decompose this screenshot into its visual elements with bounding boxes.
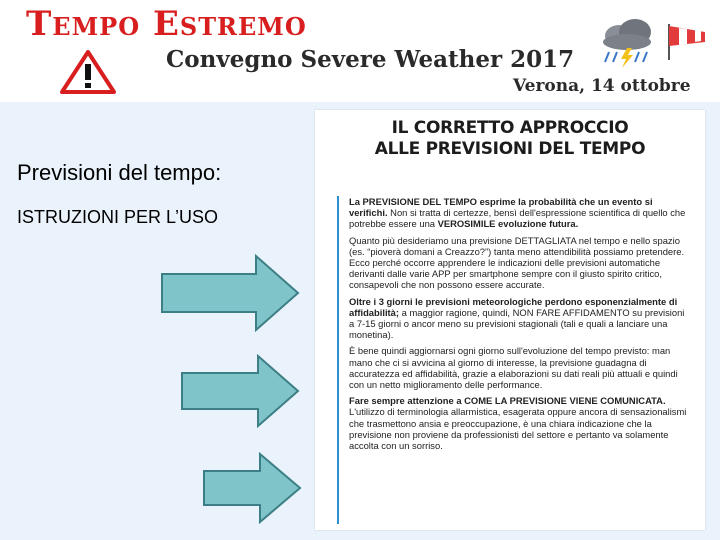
article-p1-bold-2: VEROSIMILE evoluzione futura. [437, 218, 579, 230]
article-paragraph-1 [349, 196, 689, 230]
article-p1-bold: La PREVISIONE DEL TEMPO esprime la probabilità che un evento si verifichi. [349, 196, 653, 219]
article-p3-bold: Oltre i 3 giorni le previsioni meteorologiche perdono esponenzialmente di affidabilità; [349, 295, 678, 318]
article-paragraph-4: È bene quindi aggiornarsi ogni giorno sull'evoluzione del tempo previsto: man mano che ci si avvicina al giorno di interesse, la previsione guadagna di accuratezza ed affidabilità, grazie a elaborazioni su dati reali più attuali e quindi con un netto miglioramento delle performance. [349, 345, 678, 391]
article-p5-text: L'utilizzo di terminologia allarmistica, esagerata oppure ancora di sensazionalismi che trasmettono ansia e preoccupazione, è una chiara indicazione che la previsione non proviene da professionisti del settore e pertanto va solamente accolta con un sorriso. [349, 406, 687, 452]
article-paragraph-3 [349, 296, 689, 341]
article-title-line-1: IL CORRETTO APPROCCIO [391, 118, 629, 138]
right-arrow-icon [202, 452, 302, 524]
storm-cloud-icon [597, 16, 659, 68]
warning-icon [60, 50, 116, 94]
slide-subtitle: ISTRUZIONI PER L’USO [17, 207, 219, 227]
article-title-line-2: ALLE PREVISIONI DEL TEMPO [374, 139, 646, 159]
conference-title: Convegno Severe Weather 2017 [166, 46, 575, 73]
article-p3-text: a maggior ragione, quindi, NON FARE AFFIDAMENTO su previsioni a 7-15 giorni o ancor meno su previsioni stagionali (tali e quali a lanciare una monetina). [349, 306, 685, 341]
header-banner [0, 0, 720, 102]
article-body [337, 196, 689, 524]
brand-title: Tempo Estremo [26, 4, 307, 44]
article-clipping [315, 110, 705, 530]
slide-title: Previsioni del tempo: [17, 160, 222, 185]
article-title [315, 118, 705, 160]
article-p1-text: Non si tratta di certezze, bensì dell'espressione scientifica di quello che potrebbe essere una [349, 207, 686, 230]
location-date: Verona, 14 ottobre [513, 76, 691, 96]
article-paragraph-2: Quanto più desideriamo una previsione DETTAGLIATA nel tempo e nello spazio (es. “pioverà domani a Creazzo?”) tanta meno attendibilità possiamo pretendere. Ecco perché occorre apprendere le indicazioni delle previsioni automatiche derivanti dalle varie APP per smartphone sempre con il giusto spirito critico, consapevoli che non possono essere accurate. [349, 234, 685, 291]
windsock-icon [665, 20, 709, 60]
article-p5-bold: Fare sempre attenzione a COME LA PREVISIONE VIENE COMUNICATA. [349, 395, 666, 407]
right-arrow-icon [180, 354, 300, 428]
article-paragraph-5 [349, 395, 689, 451]
right-arrow-icon [160, 254, 300, 332]
